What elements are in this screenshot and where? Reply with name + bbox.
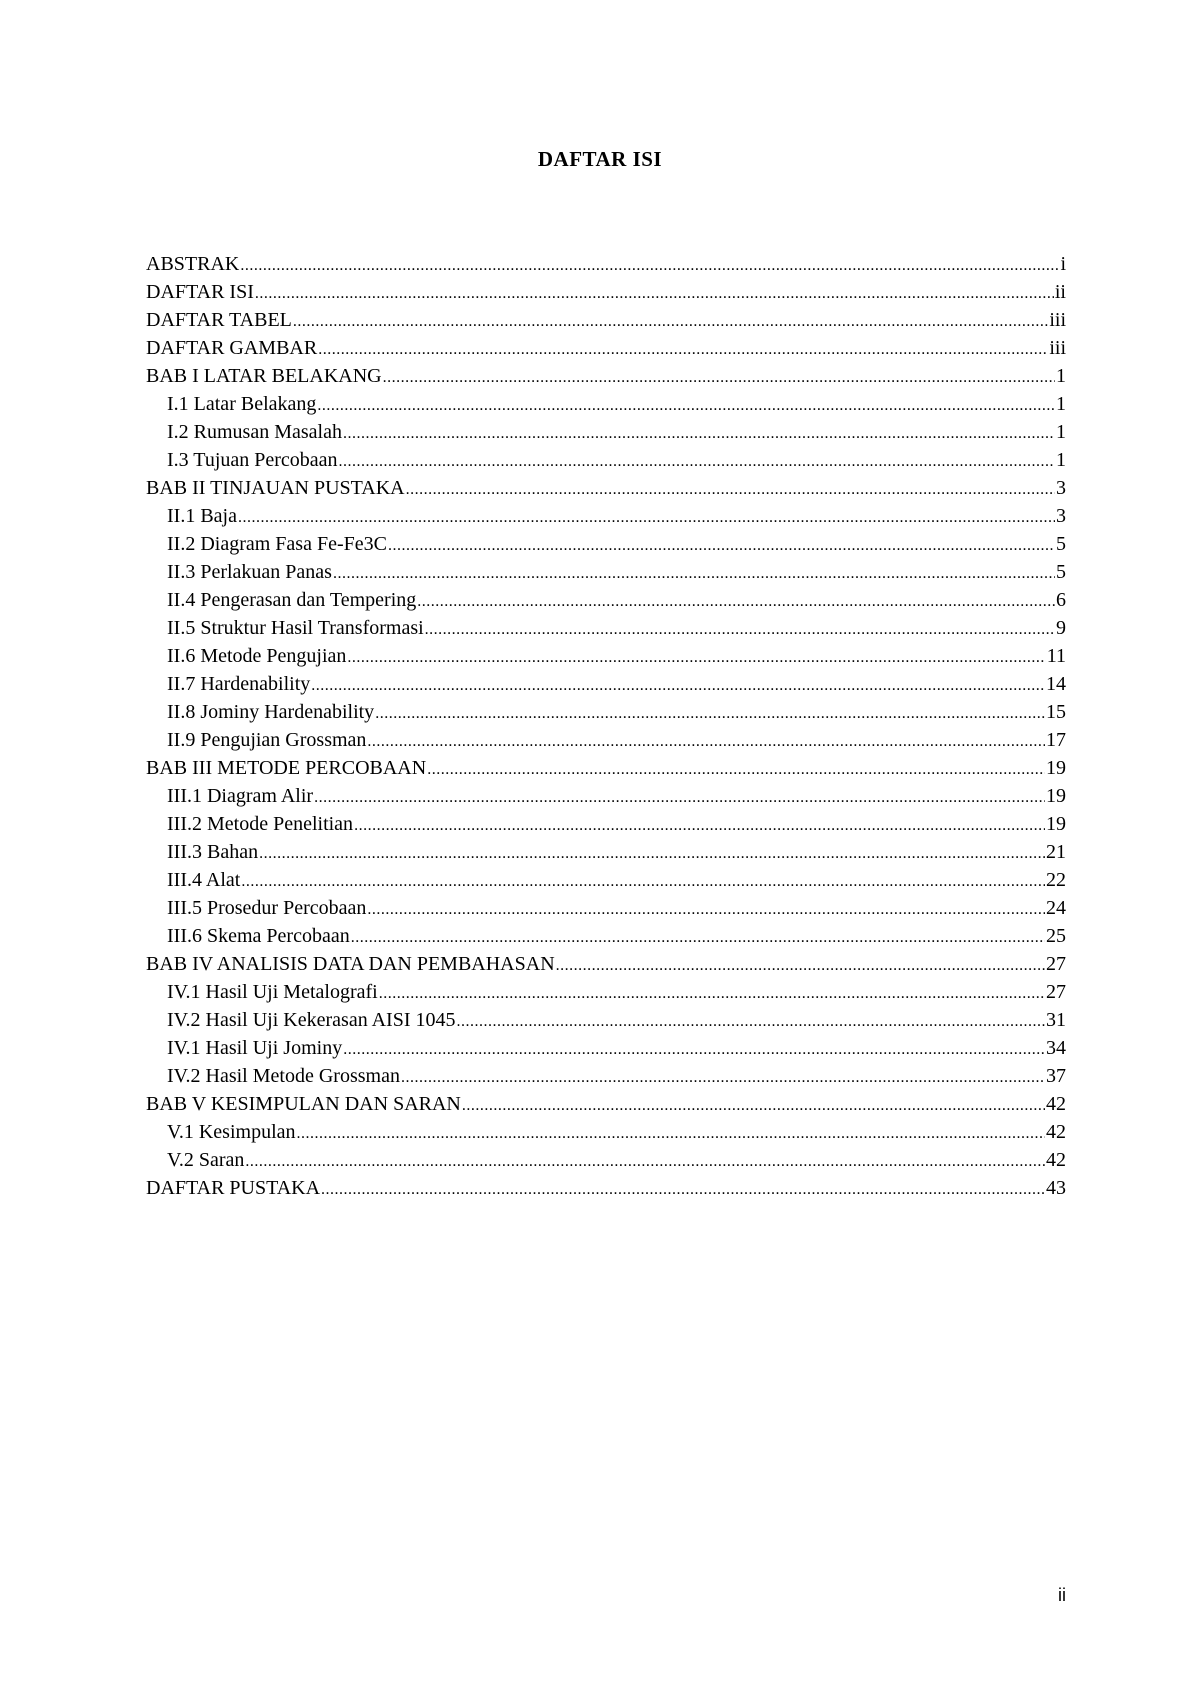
toc-entry xyxy=(146,418,1066,446)
toc-entry-page: 1 xyxy=(1056,365,1066,387)
toc-entry xyxy=(146,1090,1066,1118)
toc-entry xyxy=(146,502,1066,530)
toc-entry-page: 5 xyxy=(1056,561,1066,583)
toc-entry-label: BAB I LATAR BELAKANG xyxy=(146,365,382,387)
toc-entry-page: ii xyxy=(1054,281,1066,303)
toc-dot-leader xyxy=(333,560,1055,586)
toc-entry-page: 42 xyxy=(1046,1149,1066,1171)
toc-entry-label: II.2 Diagram Fasa Fe-Fe3C xyxy=(167,533,387,555)
toc-entry-page: 37 xyxy=(1046,1065,1066,1087)
toc-entry-label: I.2 Rumusan Masalah xyxy=(167,421,342,443)
toc-entry-label: II.6 Metode Pengujian xyxy=(167,645,347,667)
page-number: ii xyxy=(1058,1585,1066,1605)
toc-entry-label: BAB III METODE PERCOBAAN xyxy=(146,757,427,779)
toc-entry xyxy=(146,1034,1066,1062)
toc-entry-page: 19 xyxy=(1046,757,1066,779)
toc-entry xyxy=(146,782,1066,810)
toc-entry-label: II.8 Jominy Hardenability xyxy=(167,701,375,723)
toc-entry-page: 3 xyxy=(1056,505,1066,527)
toc-dot-leader xyxy=(255,280,1054,306)
toc-entry-page: 5 xyxy=(1056,533,1066,555)
toc-entry-label: II.1 Baja xyxy=(167,505,237,527)
toc-entry xyxy=(146,1062,1066,1090)
toc-dot-leader xyxy=(343,420,1055,446)
toc-entry xyxy=(146,838,1066,866)
toc-dot-leader xyxy=(556,952,1045,978)
toc-dot-leader xyxy=(383,364,1055,390)
toc-entry-page: 27 xyxy=(1046,953,1066,975)
toc-entry-label: III.1 Diagram Alir xyxy=(167,785,314,807)
toc-entry-label: IV.1 Hasil Uji Metalografi xyxy=(167,981,378,1003)
toc-entry xyxy=(146,978,1066,1006)
toc-entry-label: I.1 Latar Belakang xyxy=(167,393,317,415)
toc-entry-label: III.3 Bahan xyxy=(167,841,259,863)
toc-entry-page: 34 xyxy=(1046,1037,1066,1059)
toc-entry-label: III.6 Skema Percobaan xyxy=(167,925,350,947)
toc-dot-leader xyxy=(259,840,1045,866)
toc-dot-leader xyxy=(347,644,1045,670)
toc-dot-leader xyxy=(388,532,1055,558)
toc-entry-label: III.5 Prosedur Percobaan xyxy=(167,897,367,919)
toc-dot-leader xyxy=(339,448,1055,474)
toc-entry-page: 25 xyxy=(1046,925,1066,947)
toc-entry-label: V.1 Kesimpulan xyxy=(167,1121,296,1143)
toc-entry xyxy=(146,1146,1066,1174)
toc-entry xyxy=(146,726,1066,754)
toc-entry-page: 19 xyxy=(1046,785,1066,807)
toc-dot-leader xyxy=(401,1064,1045,1090)
toc-entry-page: 42 xyxy=(1046,1121,1066,1143)
toc-dot-leader xyxy=(375,700,1045,726)
toc-entry-label: DAFTAR GAMBAR xyxy=(146,337,318,359)
toc-entry-label: IV.2 Hasil Uji Kekerasan AISI 1045 xyxy=(167,1009,456,1031)
toc-entry xyxy=(146,642,1066,670)
toc-entry-label: BAB II TINJAUAN PUSTAKA xyxy=(146,477,405,499)
toc-entry-page: 17 xyxy=(1046,729,1066,751)
toc-entry xyxy=(146,446,1066,474)
toc-dot-leader xyxy=(367,896,1045,922)
toc-entry xyxy=(146,1118,1066,1146)
toc-entry-page: 1 xyxy=(1056,449,1066,471)
toc-entry-label: II.5 Struktur Hasil Transformasi xyxy=(167,617,424,639)
toc-entry xyxy=(146,810,1066,838)
toc-entry-page: 24 xyxy=(1046,897,1066,919)
toc-entry xyxy=(146,698,1066,726)
toc-entry-page: 9 xyxy=(1056,617,1066,639)
toc-entry-label: III.4 Alat xyxy=(167,869,241,891)
toc-entry-label: II.9 Pengujian Grossman xyxy=(167,729,367,751)
toc-entry xyxy=(146,586,1066,614)
toc-entry xyxy=(146,278,1066,306)
toc-dot-leader xyxy=(417,588,1055,614)
toc-dot-leader xyxy=(318,336,1048,362)
toc-dot-leader xyxy=(427,756,1045,782)
page-title: DAFTAR ISI xyxy=(537,147,663,171)
toc-dot-leader xyxy=(240,252,1059,278)
toc-entry-page: 19 xyxy=(1046,813,1066,835)
toc-entry-page: 15 xyxy=(1046,701,1066,723)
toc-entry-page: i xyxy=(1060,253,1066,275)
toc-entry-page: 27 xyxy=(1046,981,1066,1003)
toc-entry xyxy=(146,530,1066,558)
toc-entry-label: IV.2 Hasil Metode Grossman xyxy=(167,1065,400,1087)
toc-entry xyxy=(146,866,1066,894)
toc-entry-page: 14 xyxy=(1046,673,1066,695)
toc-entry-label: II.3 Perlakuan Panas xyxy=(167,561,332,583)
toc-dot-leader xyxy=(241,868,1045,894)
toc-entry-label: III.2 Metode Penelitian xyxy=(167,813,354,835)
toc-entry-page: 11 xyxy=(1046,645,1066,667)
toc-entry-page: 1 xyxy=(1056,393,1066,415)
toc-dot-leader xyxy=(379,980,1045,1006)
toc-entry-page: 31 xyxy=(1046,1009,1066,1031)
toc-entry xyxy=(146,306,1066,334)
toc-entry-page: 6 xyxy=(1056,589,1066,611)
toc-entry xyxy=(146,614,1066,642)
toc-dot-leader xyxy=(297,1120,1045,1146)
toc-entry xyxy=(146,922,1066,950)
toc-entry xyxy=(146,334,1066,362)
toc-dot-leader xyxy=(406,476,1055,502)
toc-entry-label: DAFTAR ISI xyxy=(146,281,254,303)
toc-dot-leader xyxy=(456,1008,1045,1034)
toc-entry-page: 1 xyxy=(1056,421,1066,443)
toc-entry xyxy=(146,754,1066,782)
toc-dot-leader xyxy=(367,728,1045,754)
toc-entry-page: iii xyxy=(1049,337,1066,359)
toc-entry xyxy=(146,1174,1066,1202)
toc-entry-label: DAFTAR TABEL xyxy=(146,309,292,331)
toc-dot-leader xyxy=(343,1036,1045,1062)
toc-entry-label: II.4 Pengerasan dan Tempering xyxy=(167,589,417,611)
toc-entry-label: V.2 Saran xyxy=(167,1149,245,1171)
toc-entry-label: I.3 Tujuan Percobaan xyxy=(167,449,338,471)
toc-dot-leader xyxy=(321,1176,1045,1202)
toc-dot-leader xyxy=(317,392,1055,418)
toc-dot-leader xyxy=(311,672,1045,698)
toc-dot-leader xyxy=(238,504,1055,530)
toc-entry xyxy=(146,250,1066,278)
toc-dot-leader xyxy=(245,1148,1045,1174)
toc-dot-leader xyxy=(425,616,1055,642)
toc-entry xyxy=(146,1006,1066,1034)
toc-entry-page: 22 xyxy=(1046,869,1066,891)
toc-entry-label: BAB IV ANALISIS DATA DAN PEMBAHASAN xyxy=(146,953,555,975)
toc-entry-page: 3 xyxy=(1056,477,1066,499)
toc-entry-label: ABSTRAK xyxy=(146,253,240,275)
toc-entry xyxy=(146,670,1066,698)
toc-entry-page: 21 xyxy=(1046,841,1066,863)
toc-dot-leader xyxy=(462,1092,1045,1118)
toc-entry-label: DAFTAR PUSTAKA xyxy=(146,1177,321,1199)
toc-entry xyxy=(146,894,1066,922)
toc-entry-page: 43 xyxy=(1046,1177,1066,1199)
toc-dot-leader xyxy=(314,784,1045,810)
toc-entry xyxy=(146,390,1066,418)
toc-dot-leader xyxy=(293,308,1048,334)
toc-entry-label: IV.1 Hasil Uji Jominy xyxy=(167,1037,343,1059)
toc-entry xyxy=(146,362,1066,390)
toc-entry-page: iii xyxy=(1049,309,1066,331)
toc-entry xyxy=(146,558,1066,586)
toc-entry-label: BAB V KESIMPULAN DAN SARAN xyxy=(146,1093,461,1115)
toc-entry-label: II.7 Hardenability xyxy=(167,673,311,695)
toc-dot-leader xyxy=(351,924,1045,950)
toc-dot-leader xyxy=(354,812,1045,838)
toc-entry xyxy=(146,950,1066,978)
toc-entry-page: 42 xyxy=(1046,1093,1066,1115)
toc-entry xyxy=(146,474,1066,502)
table-of-contents xyxy=(146,250,1066,1202)
